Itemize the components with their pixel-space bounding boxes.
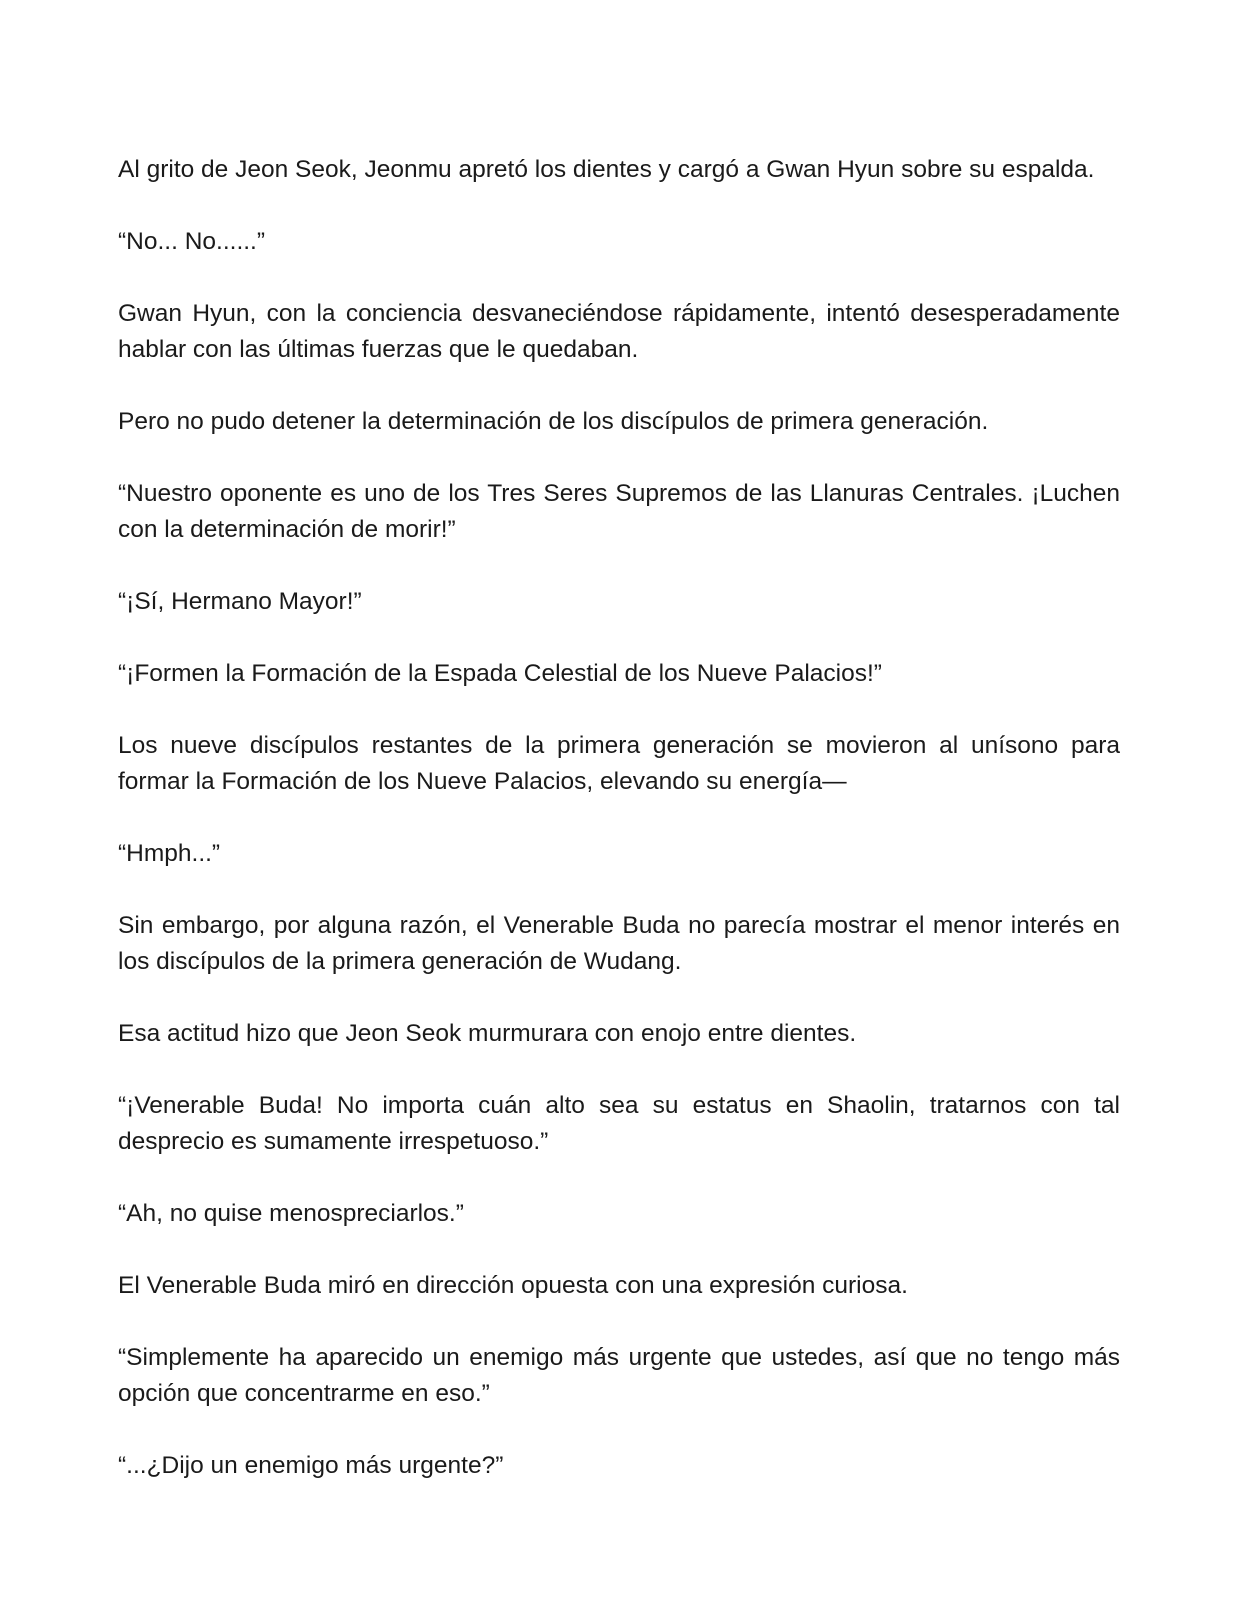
paragraph: “¡Sí, Hermano Mayor!” — [118, 588, 362, 615]
paragraph: Los nueve discípulos restantes de la primera generación se movieron al unísono para formar la Formación de los Nueve Palacios, elevando su energía— — [118, 732, 1120, 795]
paragraph: Esa actitud hizo que Jeon Seok murmurara con enojo entre dientes. — [118, 1020, 857, 1047]
paragraph: “¡Formen la Formación de la Espada Celestial de los Nueve Palacios!” — [118, 660, 882, 687]
paragraph: Sin embargo, por alguna razón, el Venerable Buda no parecía mostrar el menor interés en los discípulos de la primera generación de Wudang. — [118, 912, 1120, 975]
paragraph: “...¿Dijo un enemigo más urgente?” — [118, 1452, 504, 1479]
paragraph: “Nuestro oponente es uno de los Tres Seres Supremos de las Llanuras Centrales. ¡Luchen con la determinación de morir!” — [118, 480, 1120, 543]
paragraph: Al grito de Jeon Seok, Jeonmu apretó los dientes y cargó a Gwan Hyun sobre su espalda. — [118, 156, 1095, 183]
paragraph: “Hmph...” — [118, 840, 221, 867]
paragraph: “Simplemente ha aparecido un enemigo más urgente que ustedes, así que no tengo más opción que concentrarme en eso.” — [118, 1344, 1120, 1407]
paragraph: El Venerable Buda miró en dirección opuesta con una expresión curiosa. — [118, 1272, 908, 1299]
paragraph: “Ah, no quise menospreciarlos.” — [118, 1200, 464, 1227]
document-body — [118, 152, 1120, 1520]
paragraph: “No... No......” — [118, 228, 266, 255]
paragraph: Pero no pudo detener la determinación de los discípulos de primera generación. — [118, 408, 989, 435]
paragraph: Gwan Hyun, con la conciencia desvaneciéndose rápidamente, intentó desesperadamente hablar con las últimas fuerzas que le quedaban. — [118, 300, 1120, 363]
paragraph: “¡Venerable Buda! No importa cuán alto sea su estatus en Shaolin, tratarnos con tal desprecio es sumamente irrespetuoso.” — [118, 1092, 1120, 1155]
